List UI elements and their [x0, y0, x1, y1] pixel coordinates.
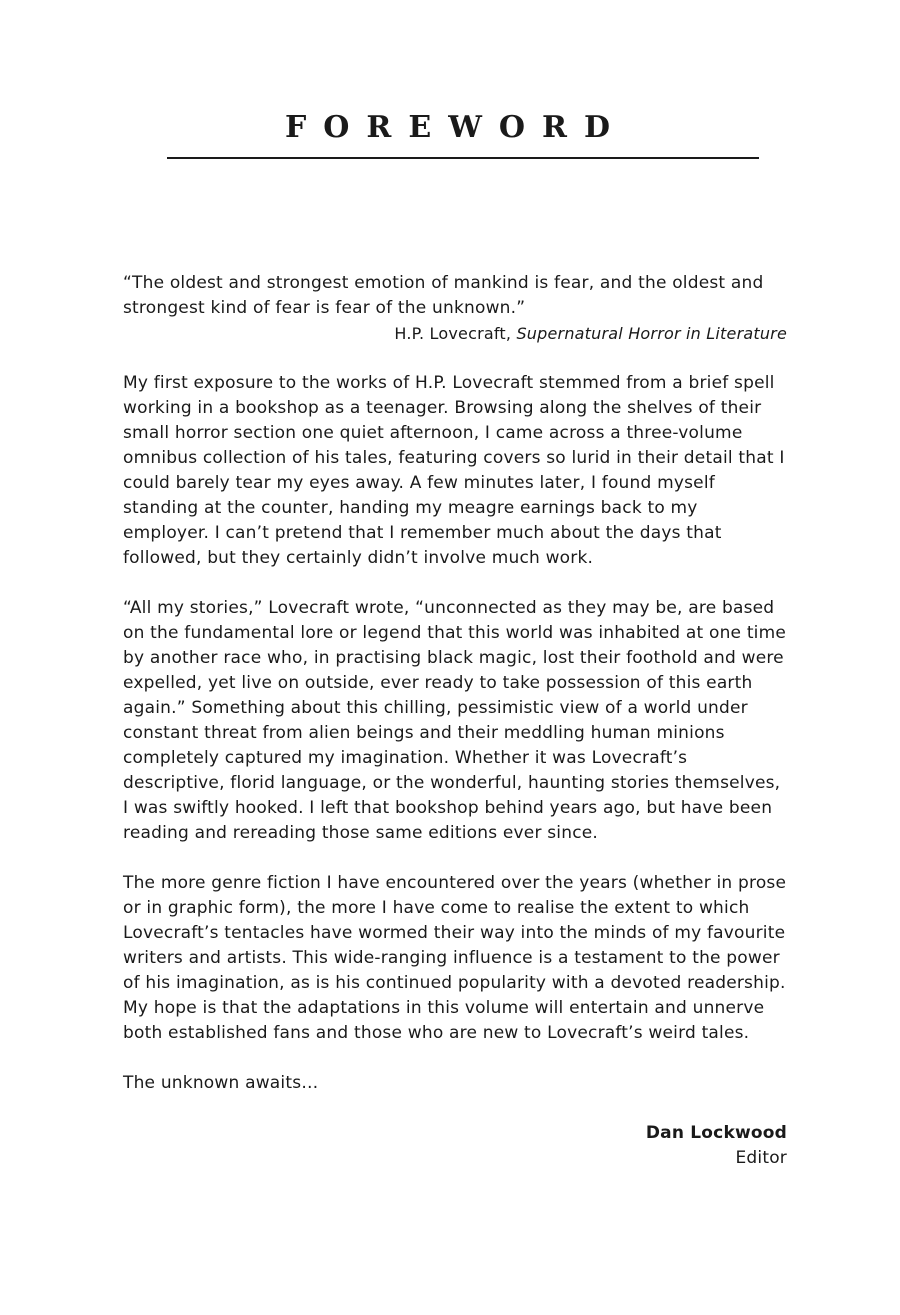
body-paragraph: The more genre fiction I have encountered over the years (whether in prose or in graphic form), the more I have come to realise the extent to which Lovecraft’s tentacles have wormed their way into the minds of my favourite writers and artists. This wide-ranging influence is a testament to the power of his imagination, as is his continued popularity with a devoted readership. My hope is that the adaptations in this volume will entertain and unnerve both established fans and those who are new to Lovecraft’s weird tales. — [123, 873, 787, 1043]
closing-line: The unknown awaits… — [123, 1073, 319, 1093]
signature-block — [123, 1121, 787, 1171]
epigraph-quote: “The oldest and strongest emotion of mankind is fear, and the oldest and strongest kind of fear is fear of the unknown.” — [123, 273, 764, 318]
epigraph-work-title: Supernatural Horror in Literature — [516, 324, 787, 343]
signature-name: Dan Lockwood — [645, 1123, 787, 1143]
foreword-content — [123, 271, 787, 1171]
epigraph — [123, 271, 787, 346]
body-paragraph: My first exposure to the works of H.P. Lovecraft stemmed from a brief spell working in a bookshop as a teenager. Browsing along the shelves of their small horror section one quiet afternoon, I came across a three-volume omnibus collection of his tales, featuring covers so lurid in their detail that I could barely tear my eyes away. A few minutes later, I found myself standing at the counter, handing my meagre earnings back to my employer. I can’t pretend that I remember much about the days that followed, but they certainly didn’t involve much work. — [123, 373, 785, 568]
body-paragraph: “All my stories,” Lovecraft wrote, “unconnected as they may be, are based on the fundamental lore or legend that this world was inhabited at one time by another race who, in practising black magic, lost their foothold and were expelled, yet live on outside, ever ready to take possession of this earth again.” Something about this chilling, pessimistic view of a world under constant threat from alien beings and their meddling human minions completely captured my imagination. Whether it was Lovecraft’s descriptive, florid language, or the wonderful, haunting stories themselves, I was swiftly hooked. I left that bookshop behind years ago, but have been reading and rereading those same editions ever since. — [123, 598, 787, 843]
epigraph-attribution — [123, 321, 787, 346]
epigraph-author: H.P. Lovecraft, — [394, 324, 517, 343]
title-divider — [167, 157, 759, 159]
signature-role: Editor — [735, 1148, 787, 1168]
page-title: FOREWORD — [284, 110, 627, 145]
